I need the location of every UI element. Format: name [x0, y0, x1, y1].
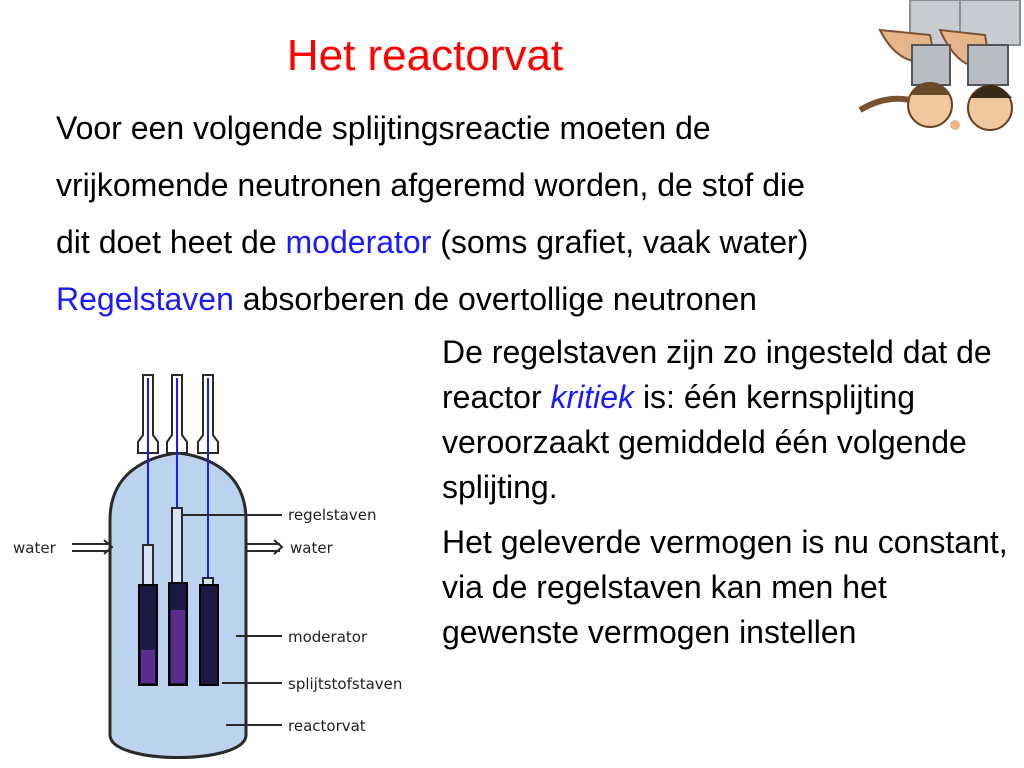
explanation-text — [442, 330, 1017, 665]
intro-line-3-after: (soms grafiet, vaak water) — [431, 224, 809, 260]
intro-line-3-before: dit doet heet de — [56, 224, 286, 260]
intro-line-2: vrijkomende neutronen afgeremd worden, de stof die — [56, 167, 805, 203]
kritiek-before: De regelstaven zijn zo ingesteld dat de reactor — [442, 334, 992, 415]
water-out-label: water — [290, 539, 333, 557]
label-reactorvat: reactorvat — [288, 717, 366, 735]
kritiek-after: is: één kernsplijting veroorzaakt gemiddeld één volgende splijting. — [442, 379, 967, 505]
reactor-diagram — [0, 360, 430, 768]
water-in-label: water — [13, 539, 56, 557]
intro-line-3 — [56, 214, 1006, 271]
intro-line-1: Voor een volgende splijtingsreactie moeten de — [56, 110, 711, 146]
kritiek-term: kritiek — [550, 379, 635, 415]
moderator-term: moderator — [285, 224, 432, 260]
label-splijtstofstaven: splijtstofstaven — [288, 675, 403, 693]
intro-line-4 — [56, 271, 1006, 328]
kritiek-paragraph — [442, 330, 1017, 510]
vermogen-paragraph: Het geleverde vermogen is nu constant, via de regelstaven kan men het gewenste vermogen instellen — [442, 524, 1008, 650]
slide-title: Het reactorvat — [286, 31, 564, 80]
cartoon-people-photo — [840, 0, 1024, 150]
label-regelstaven: regelstaven — [288, 506, 377, 524]
label-moderator: moderator — [288, 628, 368, 646]
regelstaven-term: Regelstaven — [56, 281, 234, 317]
fuel-rods — [139, 583, 218, 685]
intro-line-4-after: absorberen de overtollige neutronen — [233, 281, 757, 317]
